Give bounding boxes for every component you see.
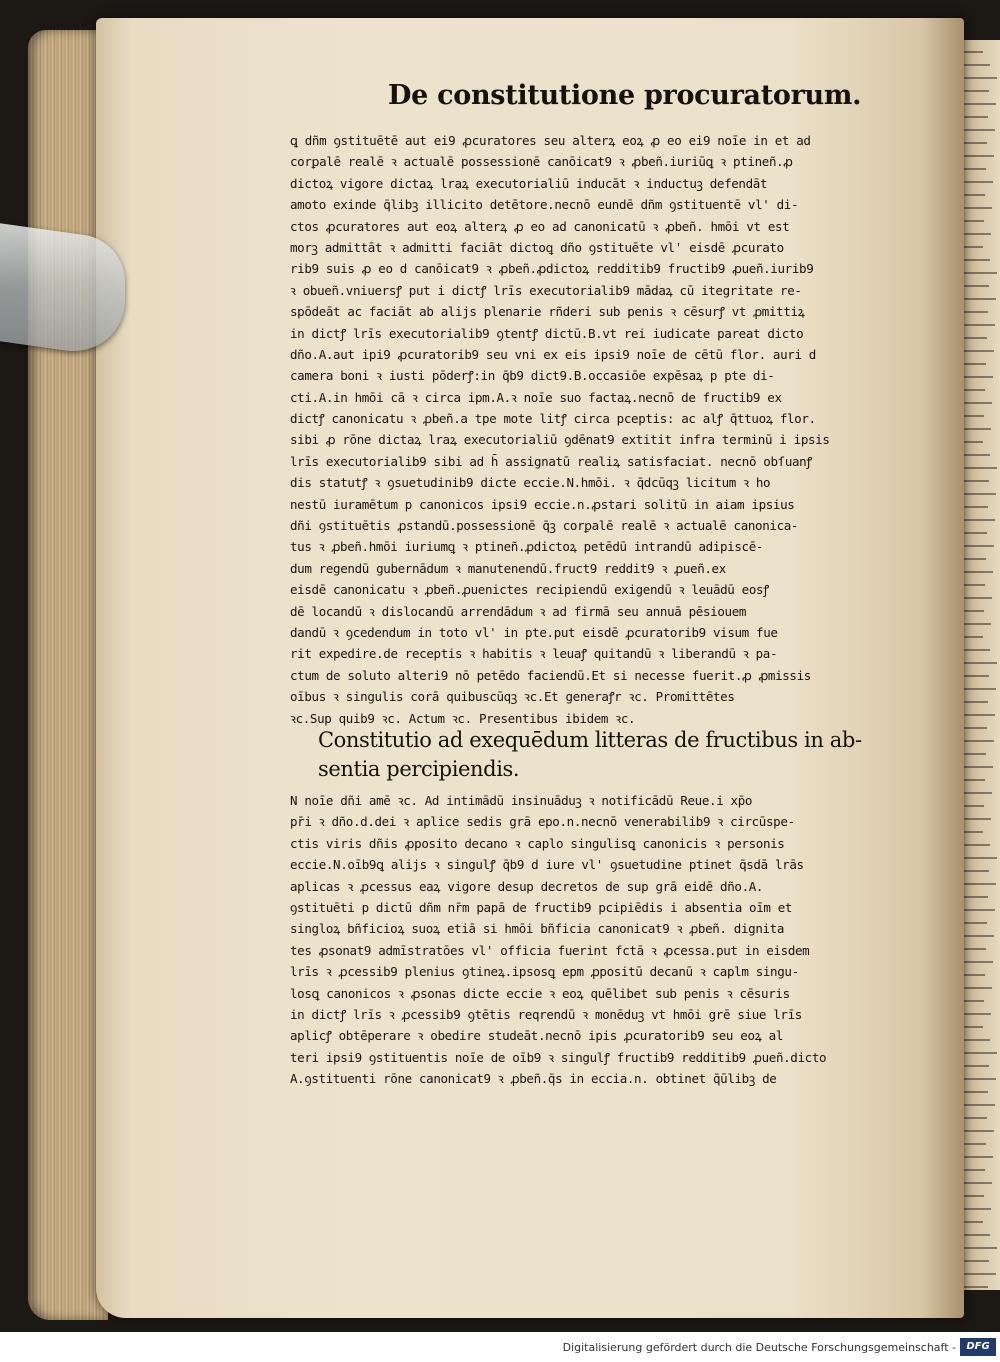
- text-line: aplicas ꝛ ꝓcessus eaꝝ vigore desup decretos de sup grā eidē dño.A.: [290, 878, 764, 894]
- facing-text-line: [963, 207, 992, 209]
- facing-text-line: [963, 935, 994, 937]
- facing-text-line: [963, 597, 992, 599]
- facing-text-line: [963, 142, 987, 144]
- facing-text-line: [963, 701, 988, 703]
- facing-text-line: [963, 64, 990, 66]
- text-line: ꝗ dñm ꝯstituētē aut ei9 ꝓcuratores seu alterꝝ eoꝝ ꝓ eo ei9 noīe in et ad: [290, 133, 811, 148]
- facing-text-line: [963, 1182, 992, 1184]
- facing-text-line: [963, 168, 986, 170]
- text-line: eisdē canonicatu ꝛ ꝓbeñ.ꝓuenictes recipiendū exigendū ꝛ leuādū eosꝭ: [290, 582, 769, 598]
- facing-text-line: [963, 857, 997, 859]
- text-line: rit expedire.de receptis ꝛ habitis ꝛ leuaꝭ quitandū ꝛ liberandū ꝛ pa-: [290, 646, 778, 662]
- facing-text-line: [963, 1221, 983, 1223]
- facing-text-line: [963, 870, 989, 872]
- facing-text-line: [963, 636, 983, 638]
- text-line: sibi ꝓ rōne dictaꝝ lraꝝ executorialiū ꝯdēnat9 extitit infra terminū i ipsis: [290, 432, 830, 448]
- facing-text-line: [963, 1143, 986, 1145]
- facing-text-line: [963, 506, 988, 508]
- text-line: A.ꝯstituenti rōne canonicat9 ꝛ ꝓbeñ.q̄s in eccia.n. obtinet q̄ūlibꝫ de: [290, 1071, 777, 1087]
- facing-text-line: [963, 129, 995, 131]
- facing-text-line: [963, 1169, 985, 1171]
- facing-text-line: [963, 272, 997, 274]
- text-line: dñi ꝯstituētis ꝓstandū.possessionē q̄ꝫ corꝑalē realē ꝛ actualē canonica-: [290, 518, 799, 534]
- facing-text-line: [963, 181, 993, 183]
- facing-text-line: [963, 545, 994, 547]
- facing-text-line: [963, 389, 985, 391]
- footer-bar: [0, 1332, 1000, 1362]
- facing-text-line: [963, 1065, 989, 1067]
- facing-text-line: [963, 883, 996, 885]
- facing-text-line: [963, 818, 991, 820]
- text-line: corꝑalē realē ꝛ actualē possessionē canōicat9 ꝛ ꝓbeñ.iuriūꝗ ꝛ ptineñ.ꝓ: [290, 154, 793, 170]
- facing-text-line: [963, 1260, 989, 1262]
- facing-text-line: [963, 1208, 991, 1210]
- text-line: pr̄i ꝛ dño.d.dei ꝛ aplice sedis grā epo.n.necnō venerabilib9 ꝛ circūspe-: [290, 814, 795, 830]
- text-line: cti.A.in hmōi cā ꝛ circa ipm.A.ꝛ noīe suo factaꝝ.necnō de fructib9 ex: [290, 389, 782, 405]
- text-line: ꝯstituēti p dictū dñm nr̄m papā de fructib9 pcipiēdis i absentia oīm et: [290, 899, 793, 915]
- facing-text-line: [963, 1013, 991, 1015]
- facing-text-line: [963, 77, 997, 79]
- facing-text-line: [963, 194, 985, 196]
- page-header: De constitutione procuratorum.: [388, 80, 862, 111]
- facing-text-line: [963, 805, 984, 807]
- facing-text-line: [963, 922, 987, 924]
- text-line: teri ipsi9 ꝯstituentis noīe de oīb9 ꝛ singulꝭ fructib9 redditib9 ꝓueñ.dicto: [290, 1049, 827, 1065]
- text-line: eccie.N.oīb9ꝗ alijs ꝛ singulꝭ q̄b9 d iure vl' ꝯsuetudine ptinet q̄sdā lrās: [290, 857, 804, 873]
- section-heading: [318, 726, 888, 784]
- facing-text-line: [963, 649, 990, 651]
- heading-line: Constitutio ad exequēdum litteras de fructibus in ab-: [318, 728, 862, 752]
- text-line: morꝫ admittāt ꝛ admitti faciāt dictoꝗ dño ꝯstituēte vl' eisdē ꝓcurato: [290, 239, 784, 255]
- facing-text-line: [963, 324, 995, 326]
- text-line: N noīe dñi amē ꝛc. Ad intimādū insinuāduꝫ ꝛ notificādū Reue.i xp̄o: [290, 793, 753, 808]
- facing-text-line: [963, 1052, 997, 1054]
- facing-text-line: [963, 454, 990, 456]
- facing-text-line: [963, 415, 984, 417]
- facing-text-line: [963, 493, 996, 495]
- facing-text-line: [963, 1104, 995, 1106]
- facing-text-line: [963, 1130, 994, 1132]
- facing-text-line: [963, 662, 997, 664]
- text-line: losꝗ canonicos ꝛ ꝓsonas dicte eccie ꝛ eoꝝ quēlibet sub penis ꝛ cēsuris: [290, 985, 790, 1001]
- facing-text-line: [963, 1117, 987, 1119]
- facing-text-line: [963, 1039, 990, 1041]
- text-line: dño.A.aut ipi9 ꝓcuratorib9 seu vni ex eis ipsi9 noīe de cētū flor. auri d: [290, 346, 816, 362]
- facing-text-line: [963, 350, 994, 352]
- text-line: amoto exinde q̄libꝫ illicito detētore.necnō eundē dñm ꝯstituentē vl' di-: [290, 197, 799, 213]
- text-line: ctum de soluto alteri9 nō petēdo faciendū.Et si necesse fuerit.ꝓ ꝓmissis: [290, 667, 811, 683]
- body-text: [290, 130, 880, 729]
- facing-text-line: [963, 103, 996, 105]
- facing-text-line: [963, 441, 983, 443]
- text-line: spōdeāt ac faciāt ab alijs plenarie rñderi sub penis ꝛ cēsurꝭ vt ꝓmittiꝝ: [290, 304, 805, 320]
- facing-text-line: [963, 285, 989, 287]
- text-line: oībus ꝛ singulis corā quibuscūqꝫ ꝛc.Et generaꝭr ꝛc. Promittētes: [290, 689, 735, 705]
- facing-text-line: [963, 467, 997, 469]
- facing-text-line: [963, 896, 988, 898]
- text-line: in dictꝭ lrīs executorialib9 ꝯtentꝭ dictū.B.vt rei iudicate pareat dicto: [290, 325, 804, 341]
- facing-text-line: [963, 519, 995, 521]
- facing-text-line: [963, 1000, 984, 1002]
- facing-text-line: [963, 909, 995, 911]
- facing-text-line: [963, 623, 991, 625]
- facing-text-line: [963, 948, 986, 950]
- text-line: dictꝭ canonicatu ꝛ ꝓbeñ.a tpe mote litꝭ circa pceptis: ac alꝭ q̄ttuoꝝ flor.: [290, 411, 816, 427]
- facing-text-line: [963, 90, 989, 92]
- text-line: lrīs executorialib9 sibi ad h̄ assignatū realiꝝ satisfaciat. necnō obſuanꝭ: [290, 453, 812, 469]
- facing-text-line: [963, 766, 993, 768]
- text-line: camera boni ꝛ iusti pōderꝭ:in q̄b9 dict9.B.occasiōe expēsaꝝ p pte di-: [290, 368, 775, 384]
- facing-text-line: [963, 1234, 990, 1236]
- facing-text-line: [963, 610, 984, 612]
- text-line: dē locandū ꝛ dislocandū arrendādum ꝛ ad firmā seu annuā pēsiouem: [290, 603, 747, 619]
- facing-text-line: [963, 532, 987, 534]
- facing-text-line: [963, 571, 993, 573]
- text-line: ꝛc.Sup quib9 ꝛc. Actum ꝛc. Presentibus ibidem ꝛc.: [290, 710, 636, 726]
- facing-text-line: [963, 1273, 996, 1275]
- facing-text-line: [963, 311, 988, 313]
- text-line: rib9 suis ꝓ eo d canōicat9 ꝛ ꝓbeñ.ꝓdictoꝝ redditib9 fructib9 ꝓueñ.iurib9: [290, 261, 814, 277]
- text-line: aplicꝭ obtēperare ꝛ obedire studeāt.necnō ipis ꝓcuratorib9 seu eoꝝ al: [290, 1028, 784, 1044]
- facing-text-line: [963, 792, 992, 794]
- text-line: ꝛ obueñ.vniuersꝭ put i dictꝭ lrīs executorialib9 mādaꝝ cū itegritate re-: [290, 282, 802, 298]
- text-line: dandū ꝛ ꝯcedendum in toto vl' in pte.put eisdē ꝓcuratorib9 visum fue: [290, 624, 778, 640]
- text-line: lrīs ꝛ ꝓcessib9 plenius ꝯtineꝝ.ipsosꝗ epm ꝓpositū decanū ꝛ caplm singu-: [290, 964, 799, 980]
- facing-text-line: [963, 688, 996, 690]
- heading-line: sentia percipiendis.: [318, 757, 520, 781]
- facing-text-line: [963, 779, 985, 781]
- facing-text-line: [963, 727, 987, 729]
- facing-text-line: [963, 584, 985, 586]
- facing-text-line: [963, 376, 993, 378]
- facing-text-line: [963, 220, 984, 222]
- facing-text-line: [963, 116, 988, 118]
- facing-text-line: [963, 1247, 997, 1249]
- facing-text-line: [963, 428, 991, 430]
- section-text: [290, 790, 880, 1089]
- facing-text-line: [963, 155, 994, 157]
- facing-text-line: [963, 974, 985, 976]
- text-line: in dictꝭ lrīs ꝛ ꝓcessib9 ꝯtētis reqrendū ꝛ monēduꝫ vt hmōi grē siue lrīs: [290, 1006, 802, 1022]
- text-line: tus ꝛ ꝓbeñ.hmōi iuriumꝗ ꝛ ptineñ.ꝓdictoꝝ petēdū intrandū adipiscē-: [290, 539, 764, 555]
- text-line: dis statutꝭ ꝛ ꝯsuetudinib9 dicte eccie.N.hmōi. ꝛ q̄dcūqꝫ licitum ꝛ ho: [290, 475, 771, 491]
- facing-text-line: [963, 246, 983, 248]
- text-line: ctis viris dñis ꝓposito decano ꝛ caplo singulisꝗ canonicis ꝛ personis: [290, 835, 785, 851]
- facing-text-line: [963, 740, 994, 742]
- text-line: tes ꝓsonat9 admīstratōes vl' officia fuerint fctā ꝛ ꝓcessa.put in eisdem: [290, 942, 810, 958]
- facing-text-line: [963, 337, 987, 339]
- facing-text-line: [963, 1286, 988, 1288]
- facing-text-line: [963, 363, 986, 365]
- text-line: nestū iuramētum p canonicos ipsi9 eccie.n.ꝓstari solitū in aiam ipsius: [290, 496, 795, 512]
- facing-text-line: [963, 831, 983, 833]
- text-line: ctos ꝓcuratores aut eoꝝ alterꝝ ꝓ eo ad canonicatū ꝛ ꝓbeñ. hmōi vt est: [290, 218, 790, 234]
- facing-text-line: [963, 1156, 993, 1158]
- facing-text-line: [963, 987, 992, 989]
- facing-text-line: [963, 1078, 996, 1080]
- facing-text-line: [963, 259, 990, 261]
- facing-text-line: [963, 51, 983, 53]
- facing-text-line: [963, 1091, 988, 1093]
- dfg-logo: DFG: [960, 1338, 996, 1356]
- book-clip: [0, 223, 125, 359]
- facing-text-line: [963, 233, 991, 235]
- text-line: singloꝝ bñficioꝝ suoꝝ etiā si hmōi bñficia canonicat9 ꝛ ꝓbeñ. dignita: [290, 921, 785, 937]
- text-line: dictoꝝ vigore dictaꝝ lraꝝ executorialiū inducāt ꝛ inductuꝫ defendāt: [290, 175, 768, 191]
- facing-text-line: [963, 480, 989, 482]
- facing-text-line: [963, 714, 995, 716]
- facing-text-line: [963, 961, 993, 963]
- facing-text-line: [963, 402, 992, 404]
- facing-text-line: [963, 753, 986, 755]
- text-line: dum regendū gubernādum ꝛ manutenendū.fruct9 reddit9 ꝛ ꝓueñ.ex: [290, 560, 726, 576]
- facing-text-line: [963, 1195, 984, 1197]
- facing-text-line: [963, 1026, 983, 1028]
- facing-text-line: [963, 844, 990, 846]
- facing-text-line: [963, 558, 986, 560]
- facing-text-line: [963, 675, 989, 677]
- facing-text-line: [963, 298, 996, 300]
- footer-credit: Digitalisierung gefördert durch die Deutsche Forschungsgemeinschaft -: [562, 1341, 956, 1354]
